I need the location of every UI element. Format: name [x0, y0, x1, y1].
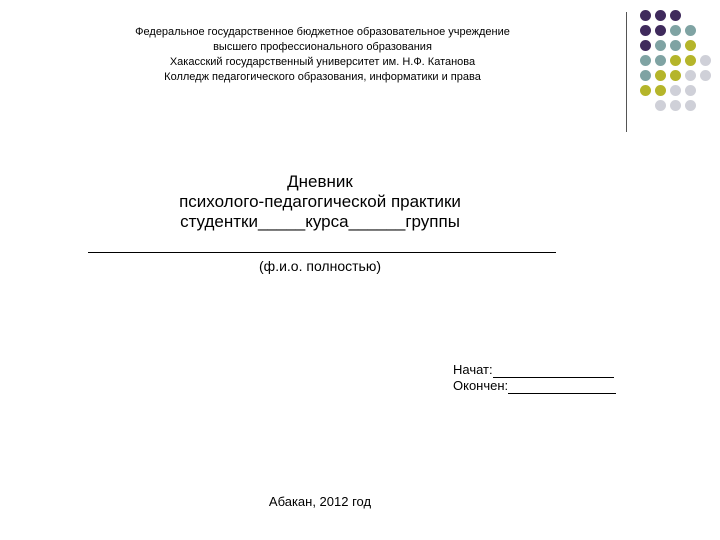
end-date-label: Окончен: — [453, 378, 509, 393]
decorative-dot — [685, 25, 696, 36]
decorative-dot — [655, 40, 666, 51]
decorative-dot — [640, 55, 651, 66]
title-practice: психолого-педагогической практики — [179, 192, 461, 211]
decorative-dot — [640, 25, 651, 36]
decorative-dot — [655, 10, 666, 21]
full-name-underline — [88, 252, 556, 253]
decorative-dot — [670, 100, 681, 111]
start-date-label: Начат: — [453, 362, 493, 377]
decorative-dot — [700, 55, 711, 66]
decorative-dot — [685, 55, 696, 66]
decorative-dot — [670, 40, 681, 51]
decorative-dot — [685, 85, 696, 96]
decorative-dot — [685, 100, 696, 111]
start-date-row — [453, 362, 616, 378]
decorative-dot — [655, 100, 666, 111]
decorative-dot — [640, 85, 651, 96]
decorative-dot — [655, 85, 666, 96]
title-student-course-group: студентки_____курса______группы — [180, 212, 460, 231]
decorative-dot — [670, 85, 681, 96]
header-line-1: Федеральное государственное бюджетное образовательное учреждение — [135, 26, 510, 38]
institution-header — [100, 25, 545, 85]
decorative-dot — [670, 10, 681, 21]
decorative-dot — [700, 70, 711, 81]
city-year-footer: Абакан, 2012 год — [268, 494, 372, 509]
start-date-blank — [493, 365, 614, 378]
decorative-divider — [626, 12, 627, 132]
header-line-3: Хакасский государственный университет им. Н.Ф. Катанова — [169, 56, 476, 68]
document-title — [100, 172, 540, 232]
decorative-dot — [655, 55, 666, 66]
decorative-dot — [640, 10, 651, 21]
header-line-4: Колледж педагогического образования, информатики и права — [164, 71, 481, 83]
full-name-hint: (ф.и.о. полностью) — [259, 258, 381, 274]
decorative-dot — [655, 25, 666, 36]
decorative-dot — [670, 55, 681, 66]
decorative-dot — [670, 70, 681, 81]
decorative-dot — [640, 40, 651, 51]
decorative-dot — [670, 25, 681, 36]
header-line-2: высшего профессионального образования — [213, 41, 432, 53]
practice-dates — [453, 362, 616, 394]
decorative-dot — [655, 70, 666, 81]
decorative-dot — [640, 70, 651, 81]
title-diary: Дневник — [287, 172, 353, 191]
decorative-dot — [685, 40, 696, 51]
decorative-dot — [685, 70, 696, 81]
end-date-blank — [508, 381, 616, 394]
end-date-row — [453, 378, 616, 394]
